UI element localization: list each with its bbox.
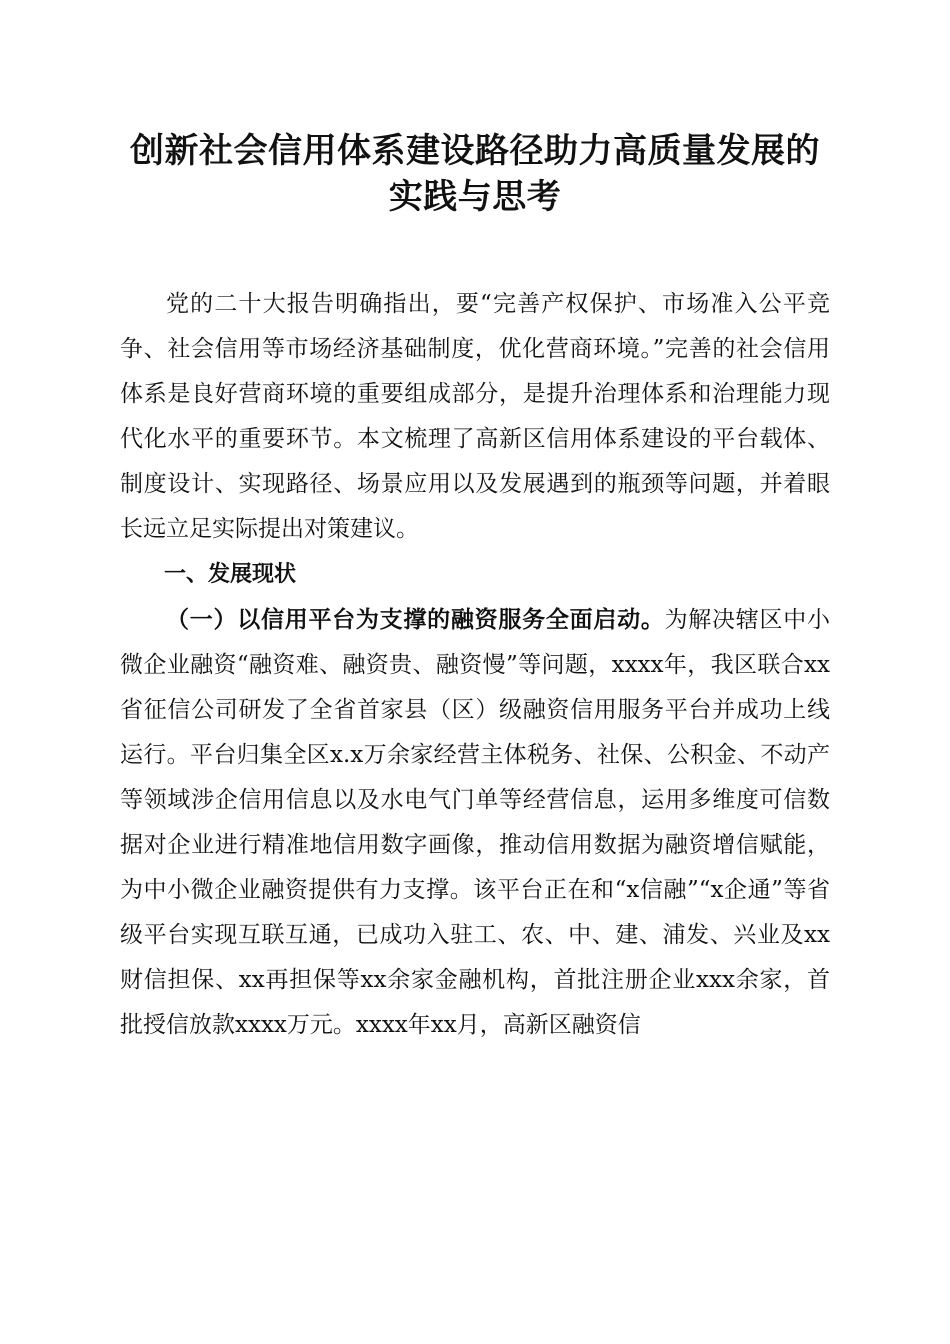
title-line-1: 创新社会信用体系建设路径助力高质量发展的 [130,131,820,171]
subsection-paragraph [120,597,830,1048]
document-body [120,282,830,1048]
subsection-lead: （一）以信用平台为支撑的融资服务全面启动。 [166,606,665,633]
section-heading: 一、发展现状 [164,562,297,587]
document-page [120,128,830,1048]
document-title [120,128,830,220]
intro-paragraph: 党的二十大报告明确指出，要“完善产权保护、市场准入公平竞争、社会信用等市场经济基础制度，优化营商环境。”完善的社会信用体系是良好营商环境的重要组成部分，是提升治理体系和治理能力现代化水平的重要环节。本文梳理了高新区信用体系建设的平台载体、制度设计、实现路径、场景应用以及发展遇到的瓶颈等问题，并着眼长远立足实际提出对策建议。 [120,291,830,542]
title-line-2: 实践与思考 [388,177,562,217]
subsection-body: 为解决辖区中小微企业融资“融资难、融资贵、融资慢”等问题，xxxx年，我区联合xx省征信公司研发了全省首家县（区）级融资信用服务平台并成功上线运行。平台归集全区x.x万余家经营主体税务、社保、公积金、不动产等领域涉企信用信息以及水电气门单等经营信息，运用多维度可信数据对企业进行精准地信用数字画像，推动信用数据为融资增信赋能，为中小微企业融资提供有力支撑。该平台正在和“x信融”“x企通”等省级平台实现互联互通，已成功入驻工、农、中、建、浦发、兴业及xx财信担保、xx再担保等xx余家金融机构，首批注册企业xxx余家，首批授信放款xxxx万元。xxxx年xx月，高新区融资信 [120,607,831,1038]
